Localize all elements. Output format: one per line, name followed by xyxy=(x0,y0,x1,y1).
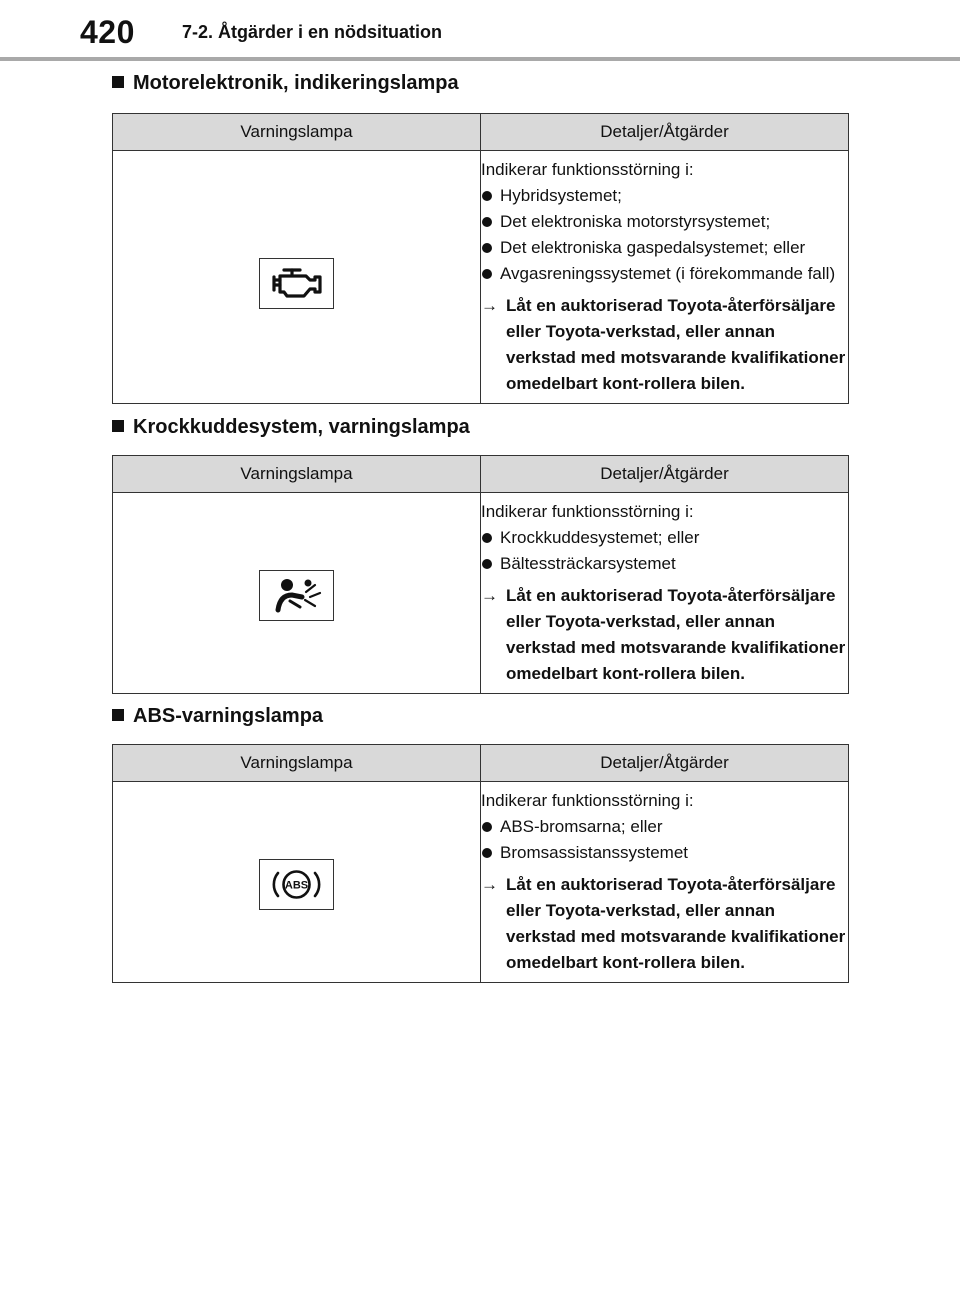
fault-list xyxy=(481,525,848,577)
column-header-lamp: Varningslampa xyxy=(113,114,481,151)
abs-icon xyxy=(259,859,334,910)
section-heading-abs: ABS-varningslampa xyxy=(112,705,323,728)
warning-table-engine xyxy=(112,113,849,404)
airbag-icon xyxy=(259,570,334,621)
bullet-dot-icon xyxy=(482,243,492,253)
action-instruction: → Låt en auktoriserad Toyota-återförsäljare eller Toyota-verkstad, eller annan verkstad med motsvarande kvalifikationer omedelbart kont-rollera bilen. xyxy=(481,583,848,687)
intro-text: Indikerar funktionsstörning i: xyxy=(481,502,694,521)
details-cell xyxy=(481,151,849,404)
list-item: Det elektroniska gaspedalsystemet; eller xyxy=(481,235,848,261)
bullet-dot-icon xyxy=(482,822,492,832)
list-item: ABS-bromsarna; eller xyxy=(481,814,848,840)
page-number: 420 xyxy=(80,14,135,50)
page-header xyxy=(0,0,960,62)
lamp-cell xyxy=(113,782,481,983)
header-divider xyxy=(0,57,960,61)
bullet-dot-icon xyxy=(482,559,492,569)
bullet-dot-icon xyxy=(482,217,492,227)
engine-check-icon xyxy=(259,258,334,309)
arrow-right-icon: → xyxy=(481,875,498,894)
lamp-cell xyxy=(113,151,481,404)
column-header-details: Detaljer/Åtgärder xyxy=(481,456,849,493)
action-instruction: → Låt en auktoriserad Toyota-återförsäljare eller Toyota-verkstad, eller annan verkstad med motsvarande kvalifikationer omedelbart kont-rollera bilen. xyxy=(481,293,848,397)
chapter-title: 7-2. Åtgärder i en nödsituation xyxy=(182,22,443,42)
fault-list xyxy=(481,183,848,287)
list-item: Avgasreningssystemet (i förekommande fall) xyxy=(481,261,848,287)
intro-text: Indikerar funktionsstörning i: xyxy=(481,791,694,810)
intro-text: Indikerar funktionsstörning i: xyxy=(481,160,694,179)
section-heading-airbag: Krockkuddesystem, varningslampa xyxy=(112,416,470,439)
list-item: Krockkuddesystemet; eller xyxy=(481,525,848,551)
lamp-cell xyxy=(113,493,481,694)
bullet-dot-icon xyxy=(482,533,492,543)
square-bullet-icon xyxy=(112,76,124,88)
warning-table-airbag xyxy=(112,455,849,694)
list-item: Hybridsystemet; xyxy=(481,183,848,209)
list-item: Bromsassistanssystemet xyxy=(481,840,848,866)
action-instruction: → Låt en auktoriserad Toyota-återförsäljare eller Toyota-verkstad, eller annan verkstad med motsvarande kvalifikationer omedelbart kont-rollera bilen. xyxy=(481,872,848,976)
bullet-dot-icon xyxy=(482,191,492,201)
bullet-dot-icon xyxy=(482,269,492,279)
column-header-lamp: Varningslampa xyxy=(113,456,481,493)
fault-list xyxy=(481,814,848,866)
list-item: Bältessträckarsystemet xyxy=(481,551,848,577)
square-bullet-icon xyxy=(112,709,124,721)
arrow-right-icon: → xyxy=(481,296,498,315)
column-header-lamp: Varningslampa xyxy=(113,745,481,782)
details-cell xyxy=(481,493,849,694)
details-cell xyxy=(481,782,849,983)
abs-icon-label: ABS xyxy=(284,879,309,891)
square-bullet-icon xyxy=(112,420,124,432)
warning-table-abs xyxy=(112,744,849,983)
list-item: Det elektroniska motorstyrsystemet; xyxy=(481,209,848,235)
column-header-details: Detaljer/Åtgärder xyxy=(481,745,849,782)
column-header-details: Detaljer/Åtgärder xyxy=(481,114,849,151)
arrow-right-icon: → xyxy=(481,586,498,605)
bullet-dot-icon xyxy=(482,848,492,858)
section-heading-engine: Motorelektronik, indikeringslampa xyxy=(112,72,459,95)
